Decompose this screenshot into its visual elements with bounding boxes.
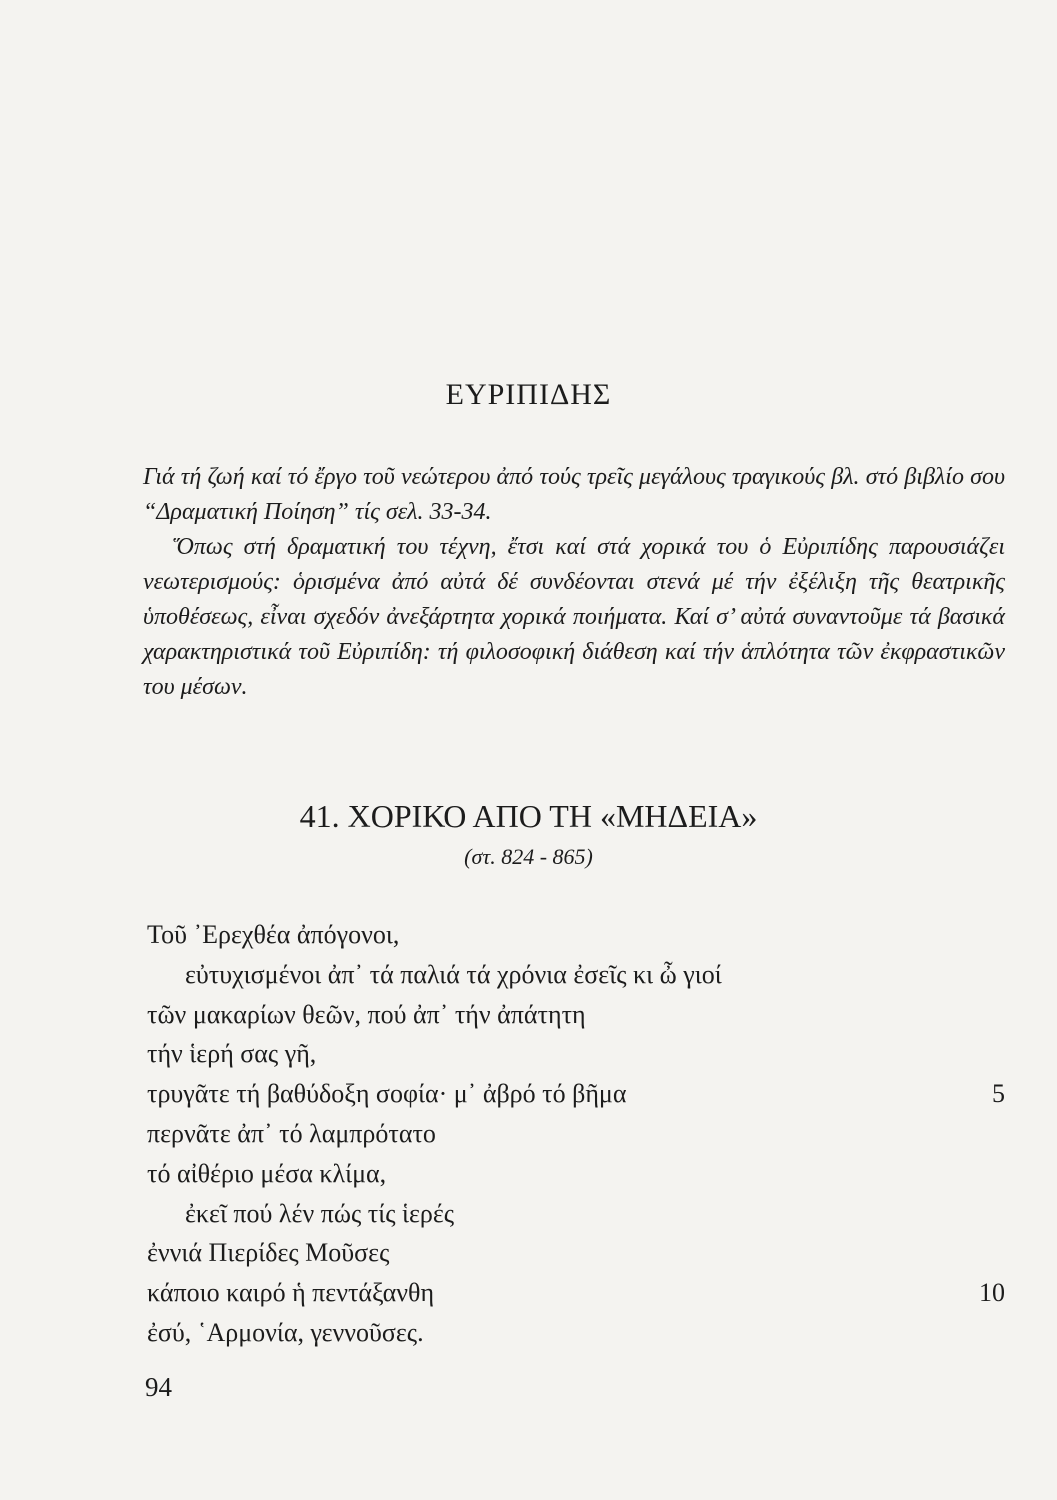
poem-title: 41. ΧΟΡΙΚΟ ΑΠΟ ΤΗ «ΜΗΔΕΙΑ» bbox=[299, 798, 758, 834]
verse-text: εὐτυχισμένοι ἀπ᾿ τά παλιά τά χρόνια ἐσεῖς κι ὦ γιοί bbox=[185, 959, 722, 989]
verse-line bbox=[147, 1154, 1027, 1194]
verse-line bbox=[147, 1313, 1027, 1353]
line-number: 5 bbox=[992, 1079, 1005, 1109]
verse-line bbox=[147, 1194, 1027, 1234]
verse-text: κάποιο καιρό ἡ πεντάξανθη bbox=[147, 1278, 435, 1308]
verse-line bbox=[147, 955, 1027, 995]
verse-text: ἐννιά Πιερίδες Μοῦσες bbox=[147, 1238, 390, 1268]
verse-line bbox=[147, 995, 1027, 1035]
verse-text: τρυγᾶτε τή βαθύδοξη σοφία· μ᾿ ἀβρό τό βῆμα bbox=[147, 1079, 627, 1109]
intro-text bbox=[143, 460, 1005, 705]
verse-line bbox=[147, 1273, 1027, 1313]
verse-text: τῶν μακαρίων θεῶν, πού ἀπ᾿ τήν ἀπάτητη bbox=[147, 999, 586, 1029]
verse-text: ἐσύ, ῾Αρμονία, γεννοῦσες. bbox=[147, 1317, 424, 1347]
poem-body bbox=[147, 915, 1027, 1353]
intro-paragraph-1: Γιά τή ζωή καί τό ἔργο τοῦ νεώτερου ἀπό τούς τρεῖς μεγάλους τραγικούς βλ. στό βιβλίο σου “Δραματική Ποίηση” τίς σελ. 33-34. bbox=[143, 464, 1005, 525]
verse-text: Τοῦ ᾿Ερεχθέα ἀπόγονοι, bbox=[147, 920, 400, 949]
verse-line bbox=[147, 1233, 1027, 1273]
author-heading: ΕΥΡΙΠΙΔΗΣ bbox=[445, 378, 612, 411]
verse-text: ἐκεῖ πού λέν πώς τίς ἱερές bbox=[185, 1198, 455, 1228]
verse-reference: (στ. 824 - 865) bbox=[464, 844, 593, 869]
line-number: 10 bbox=[979, 1278, 1005, 1308]
intro-paragraph-2: Ὅπως στή δραματική του τέχνη, ἔτσι καί στά χορικά του ὁ Εὐριπίδης παρουσιάζει νεωτερισμούς: ὁρισμένα ἀπό αὐτά δέ συνδέονται στενά μέ τήν ἐξέλιξη τῆς θεατρικῆς ὑποθέσεως, εἶναι σχεδόν ἀνεξάρτητα χορικά ποιήματα. Καί σ’ αὐτά συναντοῦμε τά βασικά χαρακτηριστικά τοῦ Εὐριπίδη: τή φιλοσοφική διάθεση καί τήν ἁπλότητα τῶν ἐκφραστικῶν του μέσων. bbox=[143, 534, 1005, 700]
verse-text: τήν ἱερή σας γῆ, bbox=[147, 1039, 317, 1069]
verse-line bbox=[147, 915, 1027, 955]
verse-text: περνᾶτε ἀπ᾿ τό λαμπρότατο bbox=[147, 1118, 436, 1148]
verse-text: τό αἰθέριο μέσα κλίμα, bbox=[147, 1158, 387, 1188]
verse-line bbox=[147, 1074, 1027, 1114]
verse-line bbox=[147, 1034, 1027, 1074]
page-number: 94 bbox=[145, 1372, 172, 1402]
verse-line bbox=[147, 1114, 1027, 1154]
